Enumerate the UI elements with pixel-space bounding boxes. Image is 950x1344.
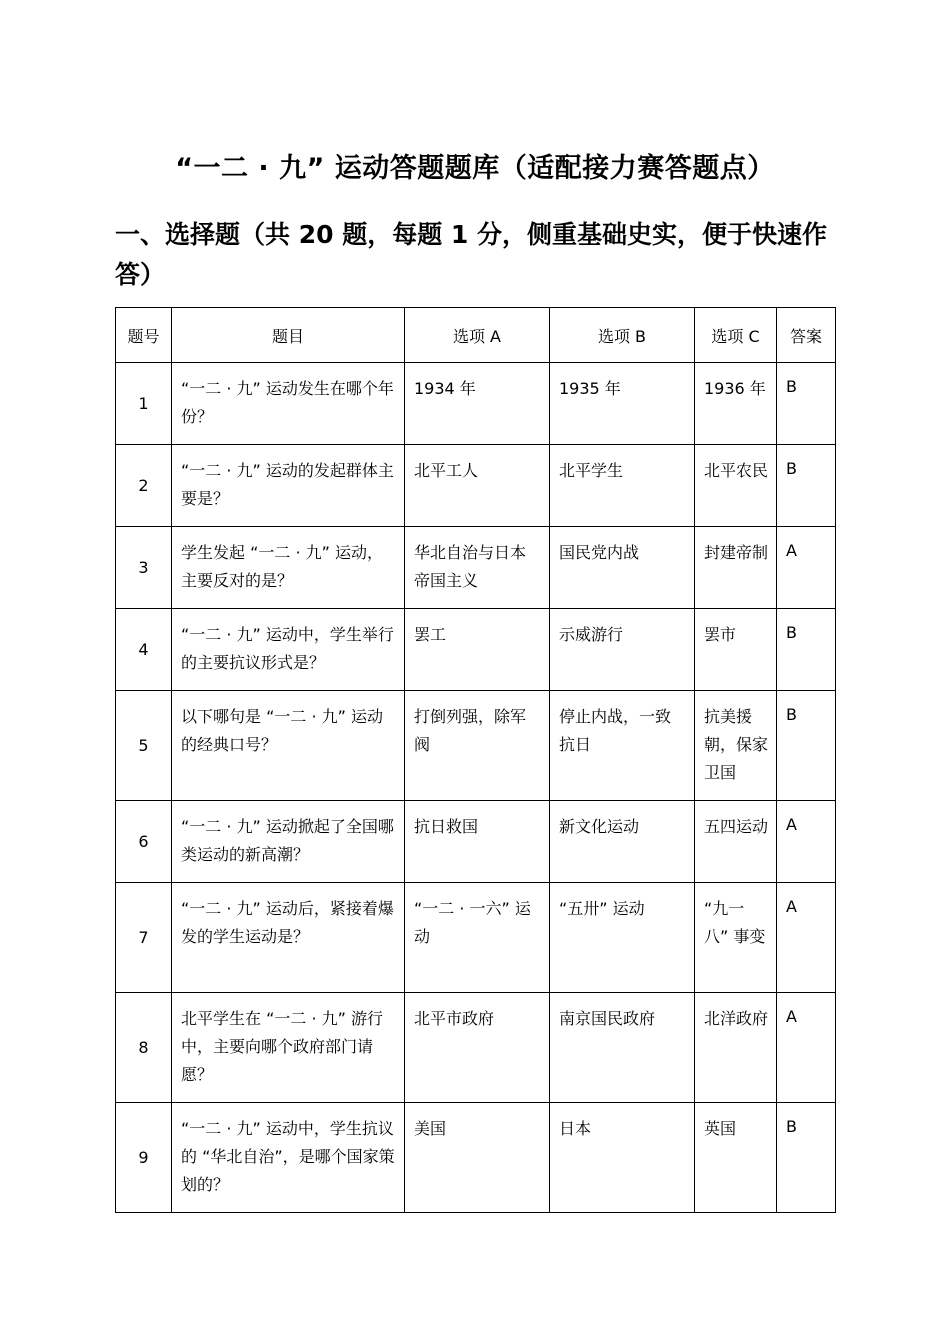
question-number: 6 <box>116 801 172 883</box>
table-row <box>116 1103 836 1213</box>
question-number: 1 <box>116 363 172 445</box>
option-a: 北平市政府 <box>405 993 550 1103</box>
question-text: “一二 · 九” 运动后，紧接着爆发的学生运动是？ <box>172 883 405 993</box>
table-row <box>116 609 836 691</box>
option-c: 五四运动 <box>695 801 777 883</box>
table-row <box>116 691 836 801</box>
option-c: 1936 年 <box>695 363 777 445</box>
question-text: “一二 · 九” 运动掀起了全国哪类运动的新高潮？ <box>172 801 405 883</box>
table-row <box>116 993 836 1103</box>
option-a: 北平工人 <box>405 445 550 527</box>
option-b: 北平学生 <box>550 445 695 527</box>
answer: B <box>777 1103 836 1213</box>
header-answer: 答案 <box>777 308 836 363</box>
option-a: 罢工 <box>405 609 550 691</box>
question-text: 以下哪句是 “一二 · 九” 运动的经典口号？ <box>172 691 405 801</box>
question-text: “一二 · 九” 运动中，学生举行的主要抗议形式是？ <box>172 609 405 691</box>
option-b: 1935 年 <box>550 363 695 445</box>
answer: A <box>777 883 836 993</box>
option-b: 新文化运动 <box>550 801 695 883</box>
option-c: 抗美援朝，保家卫国 <box>695 691 777 801</box>
question-text: “一二 · 九” 运动发生在哪个年份？ <box>172 363 405 445</box>
option-b: 停止内战，一致抗日 <box>550 691 695 801</box>
answer: B <box>777 445 836 527</box>
header-option-a: 选项 A <box>405 308 550 363</box>
table-row <box>116 801 836 883</box>
option-a: 华北自治与日本帝国主义 <box>405 527 550 609</box>
answer: A <box>777 993 836 1103</box>
question-number: 2 <box>116 445 172 527</box>
question-text: “一二 · 九” 运动中，学生抗议的 “华北自治”，是哪个国家策划的？ <box>172 1103 405 1213</box>
option-c: 北洋政府 <box>695 993 777 1103</box>
option-b: 日本 <box>550 1103 695 1213</box>
question-text: “一二 · 九” 运动的发起群体主要是？ <box>172 445 405 527</box>
question-number: 5 <box>116 691 172 801</box>
table-row <box>116 527 836 609</box>
header-number: 题号 <box>116 308 172 363</box>
option-a: 打倒列强，除军阀 <box>405 691 550 801</box>
document-title: “一二 · 九” 运动答题题库（适配接力赛答题点） <box>175 153 775 184</box>
option-c: 封建帝制 <box>695 527 777 609</box>
option-a: 1934 年 <box>405 363 550 445</box>
question-number: 4 <box>116 609 172 691</box>
question-number: 7 <box>116 883 172 993</box>
header-option-b: 选项 B <box>550 308 695 363</box>
question-number: 8 <box>116 993 172 1103</box>
table-row <box>116 883 836 993</box>
answer: B <box>777 363 836 445</box>
table-header-row <box>116 308 836 363</box>
option-a: 抗日救国 <box>405 801 550 883</box>
option-c: “九一八” 事变 <box>695 883 777 993</box>
answer: B <box>777 691 836 801</box>
option-b: 南京国民政府 <box>550 993 695 1103</box>
answer: B <box>777 609 836 691</box>
question-number: 9 <box>116 1103 172 1213</box>
option-b: 示威游行 <box>550 609 695 691</box>
table-row <box>116 445 836 527</box>
quiz-table <box>115 307 836 1213</box>
header-question: 题目 <box>172 308 405 363</box>
question-text: 北平学生在 “一二 · 九” 游行中，主要向哪个政府部门请愿？ <box>172 993 405 1103</box>
question-number: 3 <box>116 527 172 609</box>
option-c: 罢市 <box>695 609 777 691</box>
option-c: 英国 <box>695 1103 777 1213</box>
option-b: “五卅” 运动 <box>550 883 695 993</box>
section-title: 一、选择题（共 20 题，每题 1 分，侧重基础史实，便于快速作答） <box>115 220 828 289</box>
option-a: “一二 · 一六” 运动 <box>405 883 550 993</box>
table-row <box>116 363 836 445</box>
option-b: 国民党内战 <box>550 527 695 609</box>
question-text: 学生发起 “一二 · 九” 运动，主要反对的是？ <box>172 527 405 609</box>
option-a: 美国 <box>405 1103 550 1213</box>
answer: A <box>777 527 836 609</box>
option-c: 北平农民 <box>695 445 777 527</box>
header-option-c: 选项 C <box>695 308 777 363</box>
answer: A <box>777 801 836 883</box>
